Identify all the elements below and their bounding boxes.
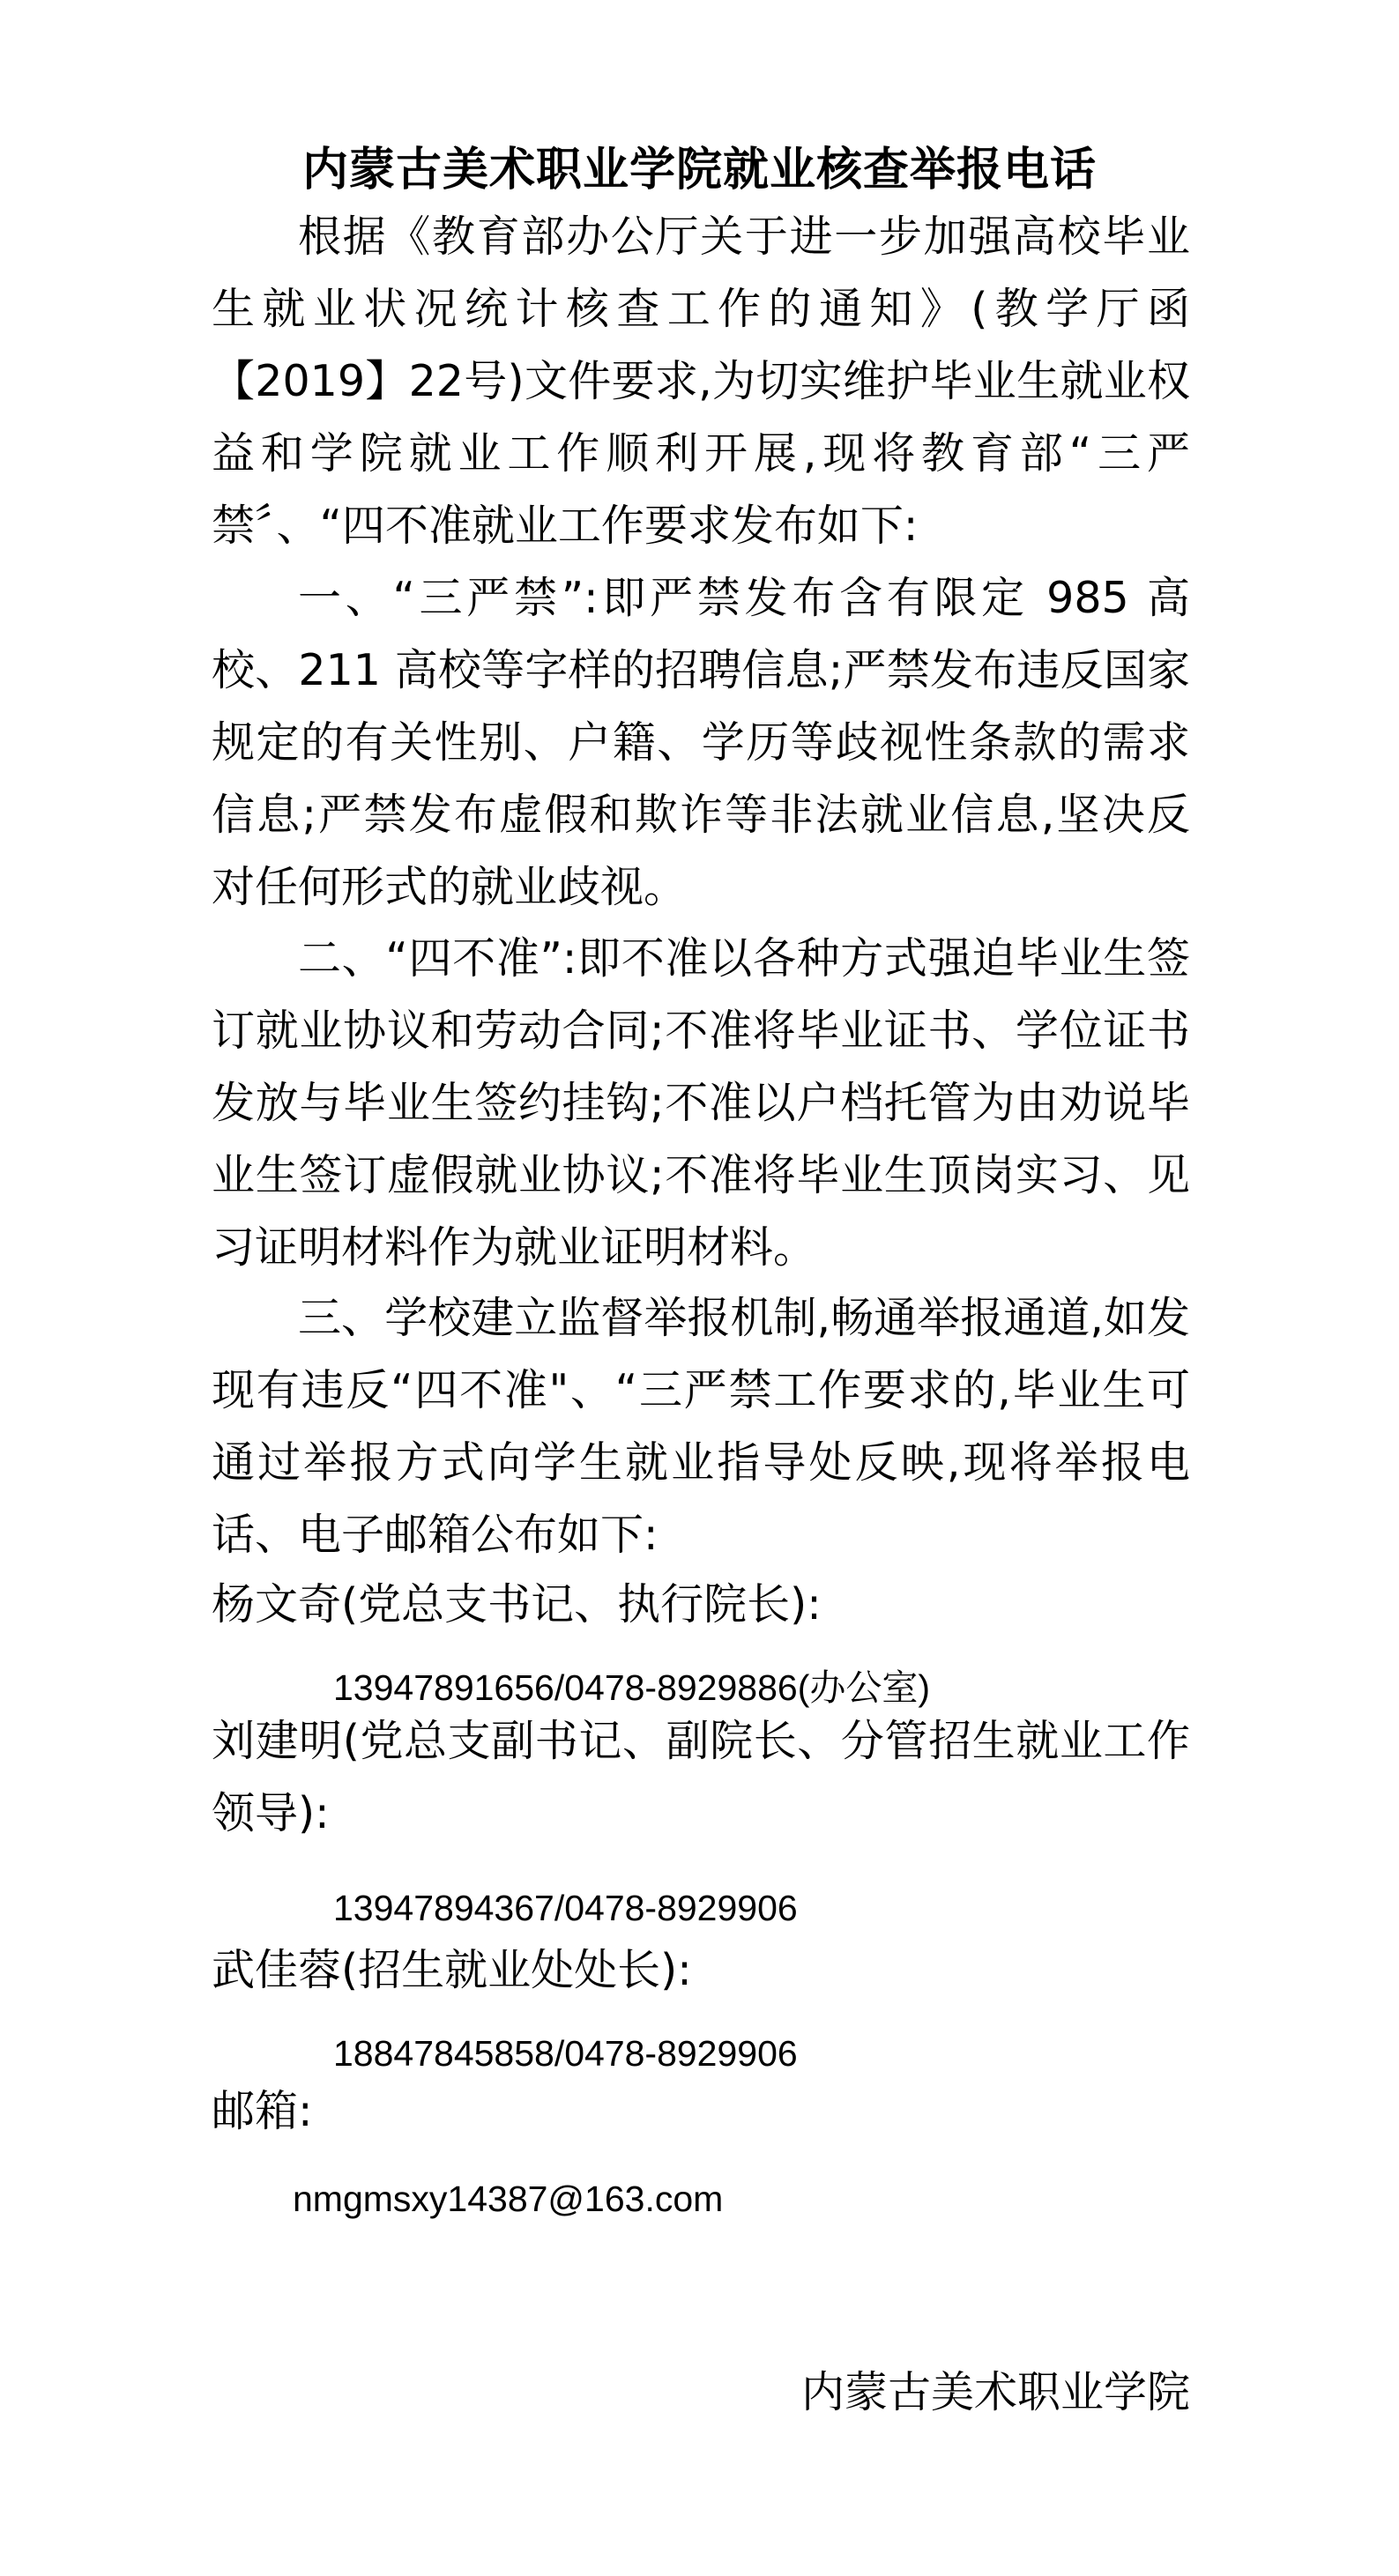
contact-name-1: 杨文奇(党总支书记、执行院长):: [212, 1579, 822, 1629]
contact-phone-2: 13947894367/0478-8929906: [333, 1888, 798, 1928]
contact-phone-1: 13947891656/0478-8929886(办公室): [333, 1667, 931, 1708]
email-address: nmgmsxy14387@163.com: [293, 2179, 724, 2219]
item2-paragraph: 二、“四不准”:即不准以各种方式强迫毕业生签订就业协议和劳动合同;不准将毕业证书、学位证书发放与毕业生签约挂钩;不准以户档托管为由劝说毕业生签订虚假就业协议;不准将毕业生顶岗实习、见习证明材料作为就业证明材料。: [212, 933, 1190, 1273]
document-title: 内蒙古美术职业学院就业核查举报电话: [301, 143, 1097, 197]
item1-paragraph: 一、“三严禁”:即严禁发布含有限定 985 高校、211 高校等字样的招聘信息;严禁发布违反国家规定的有关性别、户籍、学历等歧视性条款的需求信息;严禁发布虚假和欺诈等非法就业信息,坚决反对任何形式的就业歧视。: [212, 573, 1190, 912]
contact-name-2: 刘建明(党总支副书记、副院长、分管招生就业工作领导):: [212, 1716, 1190, 1838]
contact-name-3: 武佳蓉(招生就业处处长):: [212, 1945, 692, 1995]
email-label: 邮箱:: [212, 2086, 313, 2136]
signature: 内蒙古美术职业学院: [800, 2367, 1190, 2417]
contact-phone-3: 18847845858/0478-8929906: [333, 2033, 798, 2074]
item3-paragraph: 三、学校建立监督举报机制,畅通举报通道,如发现有违反“四不准"、“三严禁工作要求的,毕业生可通过举报方式向学生就业指导处反映,现将举报电话、电子邮箱公布如下:: [212, 1293, 1190, 1560]
intro-paragraph: 根据《教育部办公厅关于进一步加强高校毕业生就业状况统计核查工作的通知》(教学厅函【2019】22号)文件要求,为切实维护毕业生就业权益和学院就业工作顺利开展,现将教育部“三严禁〞、“四不准就业工作要求发布如下:: [212, 212, 1190, 551]
